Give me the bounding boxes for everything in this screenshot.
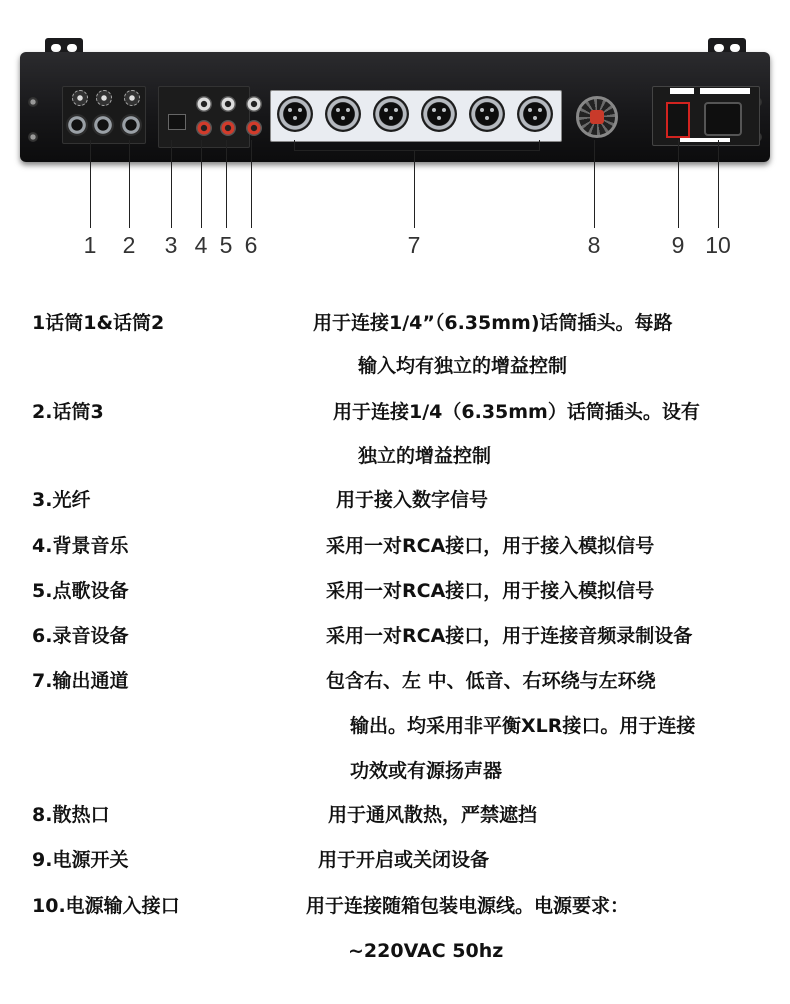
spec-description-line: 采用一对RCA接口，用于连接音频录制设备 (326, 625, 693, 647)
rear-panel (20, 52, 770, 162)
spec-label: 3.光纤 (32, 489, 91, 511)
spec-label: 6.录音设备 (32, 625, 129, 647)
callout-number: 8 (587, 232, 601, 258)
spec-description-line: ~220VAC 50hz (348, 940, 504, 962)
callout-number: 1 (83, 232, 97, 258)
spec-label: 4.背景音乐 (32, 535, 129, 557)
callout-number: 7 (407, 232, 421, 258)
spec-description-line: 用于连接随箱包装电源线。电源要求： (306, 895, 630, 917)
spec-description-line: 包含右、左 中、低音、右环绕与左环绕 (326, 670, 656, 692)
callout-number: 5 (219, 232, 233, 258)
spec-description-line: 输出。均采用非平衡XLR接口。用于连接 (350, 715, 696, 737)
spec-label: 5.点歌设备 (32, 580, 129, 602)
callout-number: 4 (194, 232, 208, 258)
callout-number: 6 (244, 232, 258, 258)
callout-number: 9 (671, 232, 685, 258)
spec-description-line: 功效或有源扬声器 (350, 760, 503, 782)
spec-description-line: 采用一对RCA接口，用于接入模拟信号 (326, 535, 655, 557)
spec-description-line: 采用一对RCA接口，用于接入模拟信号 (326, 580, 655, 602)
spec-description-line: 用于连接1/4”（6.35mm)话筒插头。每路 (313, 312, 673, 334)
callout-number: 10 (705, 232, 731, 258)
spec-label: 8.散热口 (32, 804, 110, 826)
spec-description-line: 用于开启或关闭设备 (318, 849, 490, 871)
spec-label: 7.输出通道 (32, 670, 129, 692)
device-rear-panel-photo (0, 0, 790, 210)
spec-description-line: 独立的增益控制 (358, 445, 492, 467)
spec-description-line: 用于通风散热，严禁遮挡 (328, 804, 538, 826)
spec-description-line: 用于连接1/4（6.35mm）话筒插头。设有 (333, 401, 700, 423)
spec-label: 9.电源开关 (32, 849, 129, 871)
spec-description-line: 输入均有独立的增益控制 (358, 355, 568, 377)
callout-number: 2 (122, 232, 136, 258)
spec-description-line: 用于接入数字信号 (336, 489, 489, 511)
spec-label: 2.话筒3 (32, 401, 104, 423)
spec-label: 1话筒1&话筒2 (32, 312, 165, 334)
callout-number: 3 (164, 232, 178, 258)
spec-label: 10.电源输入接口 (32, 895, 180, 917)
